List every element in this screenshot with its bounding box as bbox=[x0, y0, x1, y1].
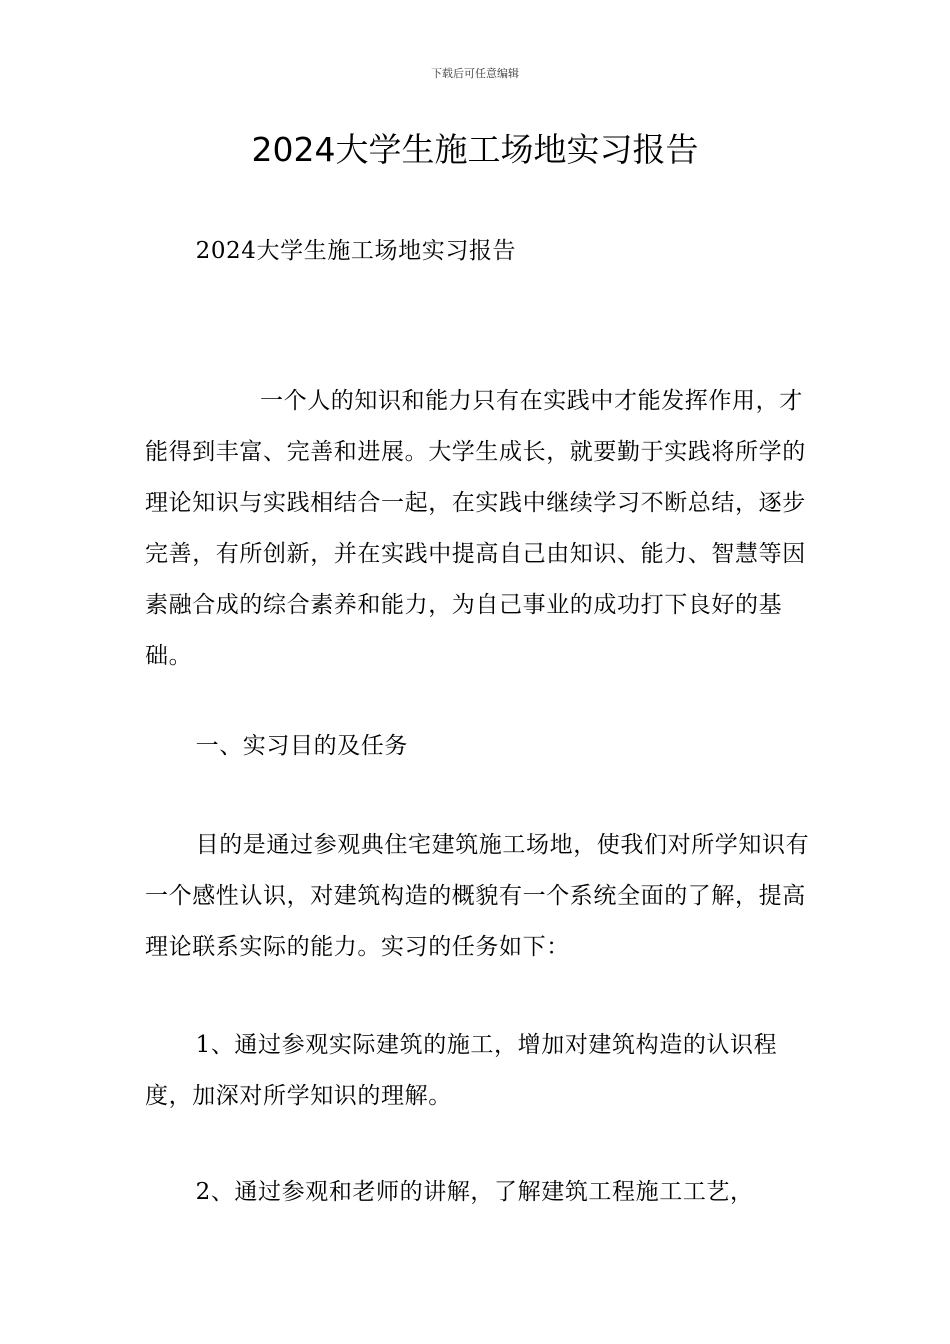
header-note: 下载后可任意编辑 bbox=[431, 67, 519, 80]
item-2-block bbox=[145, 1167, 810, 1218]
list-item: 1、通过参观实际建筑的施工，增加对建筑构造的认识程度，加深对所学知识的理解。 bbox=[145, 1032, 778, 1109]
intro-block bbox=[145, 376, 810, 682]
list-item: 2、通过参观和老师的讲解，了解建筑工程施工工艺， bbox=[195, 1179, 754, 1205]
section-heading: 一、实习目的及任务 bbox=[195, 733, 408, 759]
document-subtitle: 2024大学生施工场地实习报告 bbox=[195, 238, 517, 264]
purpose-block bbox=[145, 820, 810, 973]
page-title: 2024大学生施工场地实习报告 bbox=[251, 130, 699, 169]
subtitle-block bbox=[145, 226, 810, 277]
section-heading-block bbox=[145, 721, 810, 772]
purpose-paragraph: 目的是通过参观典住宅建筑施工场地，使我们对所学知识有一个感性认识，对建筑构造的概貌有一个系统全面的了解，提高理论联系实际的能力。实习的任务如下： bbox=[145, 832, 810, 960]
item-1-block bbox=[145, 1020, 810, 1122]
intro-paragraph: 一个人的知识和能力只有在实践中才能发挥作用，才能得到丰富、完善和进展。大学生成长，就要勤于实践将所学的理论知识与实践相结合一起，在实践中继续学习不断总结，逐步完善，有所创新，并在实践中提高自己由知识、能力、智慧等因素融合成的综合素养和能力，为自己事业的成功打下良好的基础。 bbox=[145, 388, 806, 669]
